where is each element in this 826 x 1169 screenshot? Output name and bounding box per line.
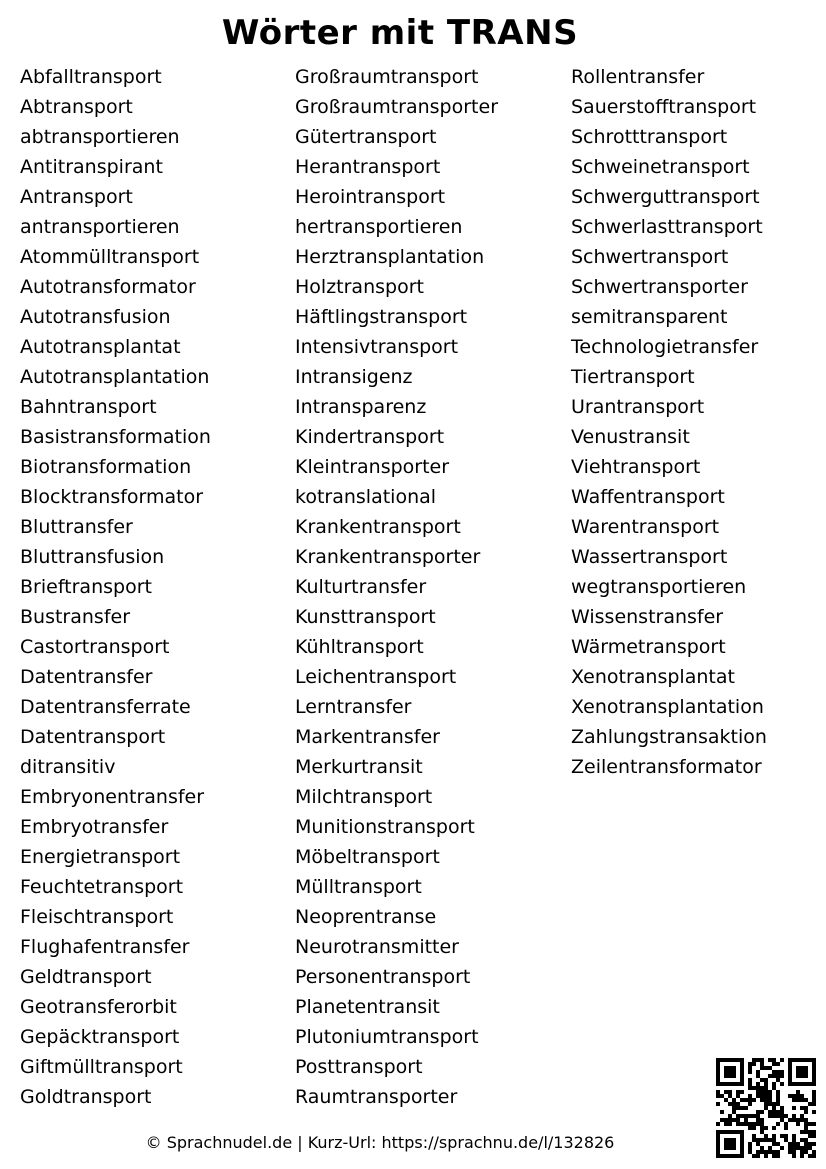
word-item: Leichentransport: [295, 666, 457, 688]
word-item: antransportieren: [20, 216, 180, 238]
word-item: Intransigenz: [295, 366, 413, 388]
word-item: Geotransferorbit: [20, 996, 177, 1018]
word-item: Häftlingstransport: [295, 306, 468, 328]
word-item: Schweinetransport: [571, 156, 750, 178]
word-item: Fleischtransport: [20, 906, 174, 928]
word-item: ditransitiv: [20, 756, 116, 778]
word-item: Blocktransformator: [20, 486, 204, 508]
word-item: kotranslational: [295, 486, 437, 508]
word-item: Schwertransport: [571, 246, 729, 268]
word-item: Technologietransfer: [571, 336, 759, 358]
footer-credit: © Sprachnudel.de | Kurz-Url: https://sprachnu.de/l/132826: [145, 1133, 615, 1152]
word-item: Wassertransport: [571, 546, 728, 568]
word-item: Warentransport: [571, 516, 720, 538]
word-item: Neoprentranse: [295, 906, 437, 928]
word-item: Embryonentransfer: [20, 786, 205, 808]
word-item: Personentransport: [295, 966, 471, 988]
word-item: Tiertransport: [571, 366, 695, 388]
word-item: Intransparenz: [295, 396, 427, 418]
word-item: hertransportieren: [295, 216, 463, 238]
word-item: Schwertransporter: [571, 276, 748, 298]
word-item: abtransportieren: [20, 126, 180, 148]
word-item: Xenotransplantat: [571, 666, 735, 688]
word-column-1: [20, 62, 211, 1112]
word-item: Kindertransport: [295, 426, 445, 448]
word-item: Atommülltransport: [20, 246, 200, 268]
word-item: Zeilentransformator: [571, 756, 762, 778]
word-item: Basistransformation: [20, 426, 211, 448]
word-item: Bluttransfusion: [20, 546, 165, 568]
word-item: Kulturtransfer: [295, 576, 427, 598]
word-column-3: [571, 62, 767, 782]
word-item: Sauerstofftransport: [571, 96, 757, 118]
word-item: Munitionstransport: [295, 816, 475, 838]
word-item: Rollentransfer: [571, 66, 705, 88]
word-item: Schwerguttransport: [571, 186, 760, 208]
word-item: Biotransformation: [20, 456, 192, 478]
word-item: Gepäcktransport: [20, 1026, 180, 1048]
word-item: Feuchtetransport: [20, 876, 184, 898]
word-item: Bluttransfer: [20, 516, 133, 538]
word-item: Geldtransport: [20, 966, 152, 988]
word-item: Herantransport: [295, 156, 441, 178]
word-item: Abtransport: [20, 96, 133, 118]
word-item: Herztransplantation: [295, 246, 485, 268]
word-item: Schrotttransport: [571, 126, 728, 148]
word-item: Holztransport: [295, 276, 424, 298]
word-item: Abfalltransport: [20, 66, 162, 88]
word-item: Krankentransporter: [295, 546, 481, 568]
word-item: Goldtransport: [20, 1086, 152, 1108]
word-item: Energietransport: [20, 846, 181, 868]
word-item: Herointransport: [295, 186, 446, 208]
word-column-2: [295, 62, 498, 1112]
word-item: Merkurtransit: [295, 756, 423, 778]
page-title: Wörter mit TRANS: [221, 13, 579, 53]
word-item: Intensivtransport: [295, 336, 459, 358]
word-item: Autotransformator: [20, 276, 196, 298]
word-item: Lerntransfer: [295, 696, 412, 718]
word-item: Wärmetransport: [571, 636, 726, 658]
word-item: wegtransportieren: [571, 576, 747, 598]
word-item: semitransparent: [571, 306, 728, 328]
word-item: Planetentransit: [295, 996, 440, 1018]
word-item: Autotransfusion: [20, 306, 171, 328]
word-item: Urantransport: [571, 396, 705, 418]
word-item: Autotransplantation: [20, 366, 210, 388]
word-item: Brieftransport: [20, 576, 152, 598]
word-item: Kunsttransport: [295, 606, 436, 628]
word-item: Kühltransport: [295, 636, 424, 658]
word-item: Kleintransporter: [295, 456, 450, 478]
word-item: Viehtransport: [571, 456, 701, 478]
word-item: Antitranspirant: [20, 156, 163, 178]
word-item: Venustransit: [571, 426, 690, 448]
word-item: Autotransplantat: [20, 336, 181, 358]
word-item: Zahlungstransaktion: [571, 726, 767, 748]
word-item: Milchtransport: [295, 786, 433, 808]
word-item: Wissenstransfer: [571, 606, 724, 628]
word-item: Embryotransfer: [20, 816, 169, 838]
word-item: Gütertransport: [295, 126, 437, 148]
word-item: Castortransport: [20, 636, 170, 658]
word-item: Datentransfer: [20, 666, 153, 688]
word-item: Großraumtransport: [295, 66, 479, 88]
word-item: Mülltransport: [295, 876, 422, 898]
word-item: Waffentransport: [571, 486, 725, 508]
word-item: Flughafentransfer: [20, 936, 190, 958]
word-item: Raumtransporter: [295, 1086, 458, 1108]
word-item: Möbeltransport: [295, 846, 440, 868]
word-item: Datentransport: [20, 726, 166, 748]
word-item: Schwerlasttransport: [571, 216, 763, 238]
word-item: Xenotransplantation: [571, 696, 764, 718]
word-item: Krankentransport: [295, 516, 461, 538]
word-item: Antransport: [20, 186, 133, 208]
word-item: Markentransfer: [295, 726, 440, 748]
word-item: Bustransfer: [20, 606, 131, 628]
word-item: Giftmülltransport: [20, 1056, 183, 1078]
word-item: Posttransport: [295, 1056, 423, 1078]
word-item: Datentransferrate: [20, 696, 191, 718]
word-item: Plutoniumtransport: [295, 1026, 479, 1048]
word-item: Bahntransport: [20, 396, 157, 418]
word-item: Neurotransmitter: [295, 936, 459, 958]
qr-code-icon: [716, 1058, 816, 1158]
word-item: Großraumtransporter: [295, 96, 499, 118]
